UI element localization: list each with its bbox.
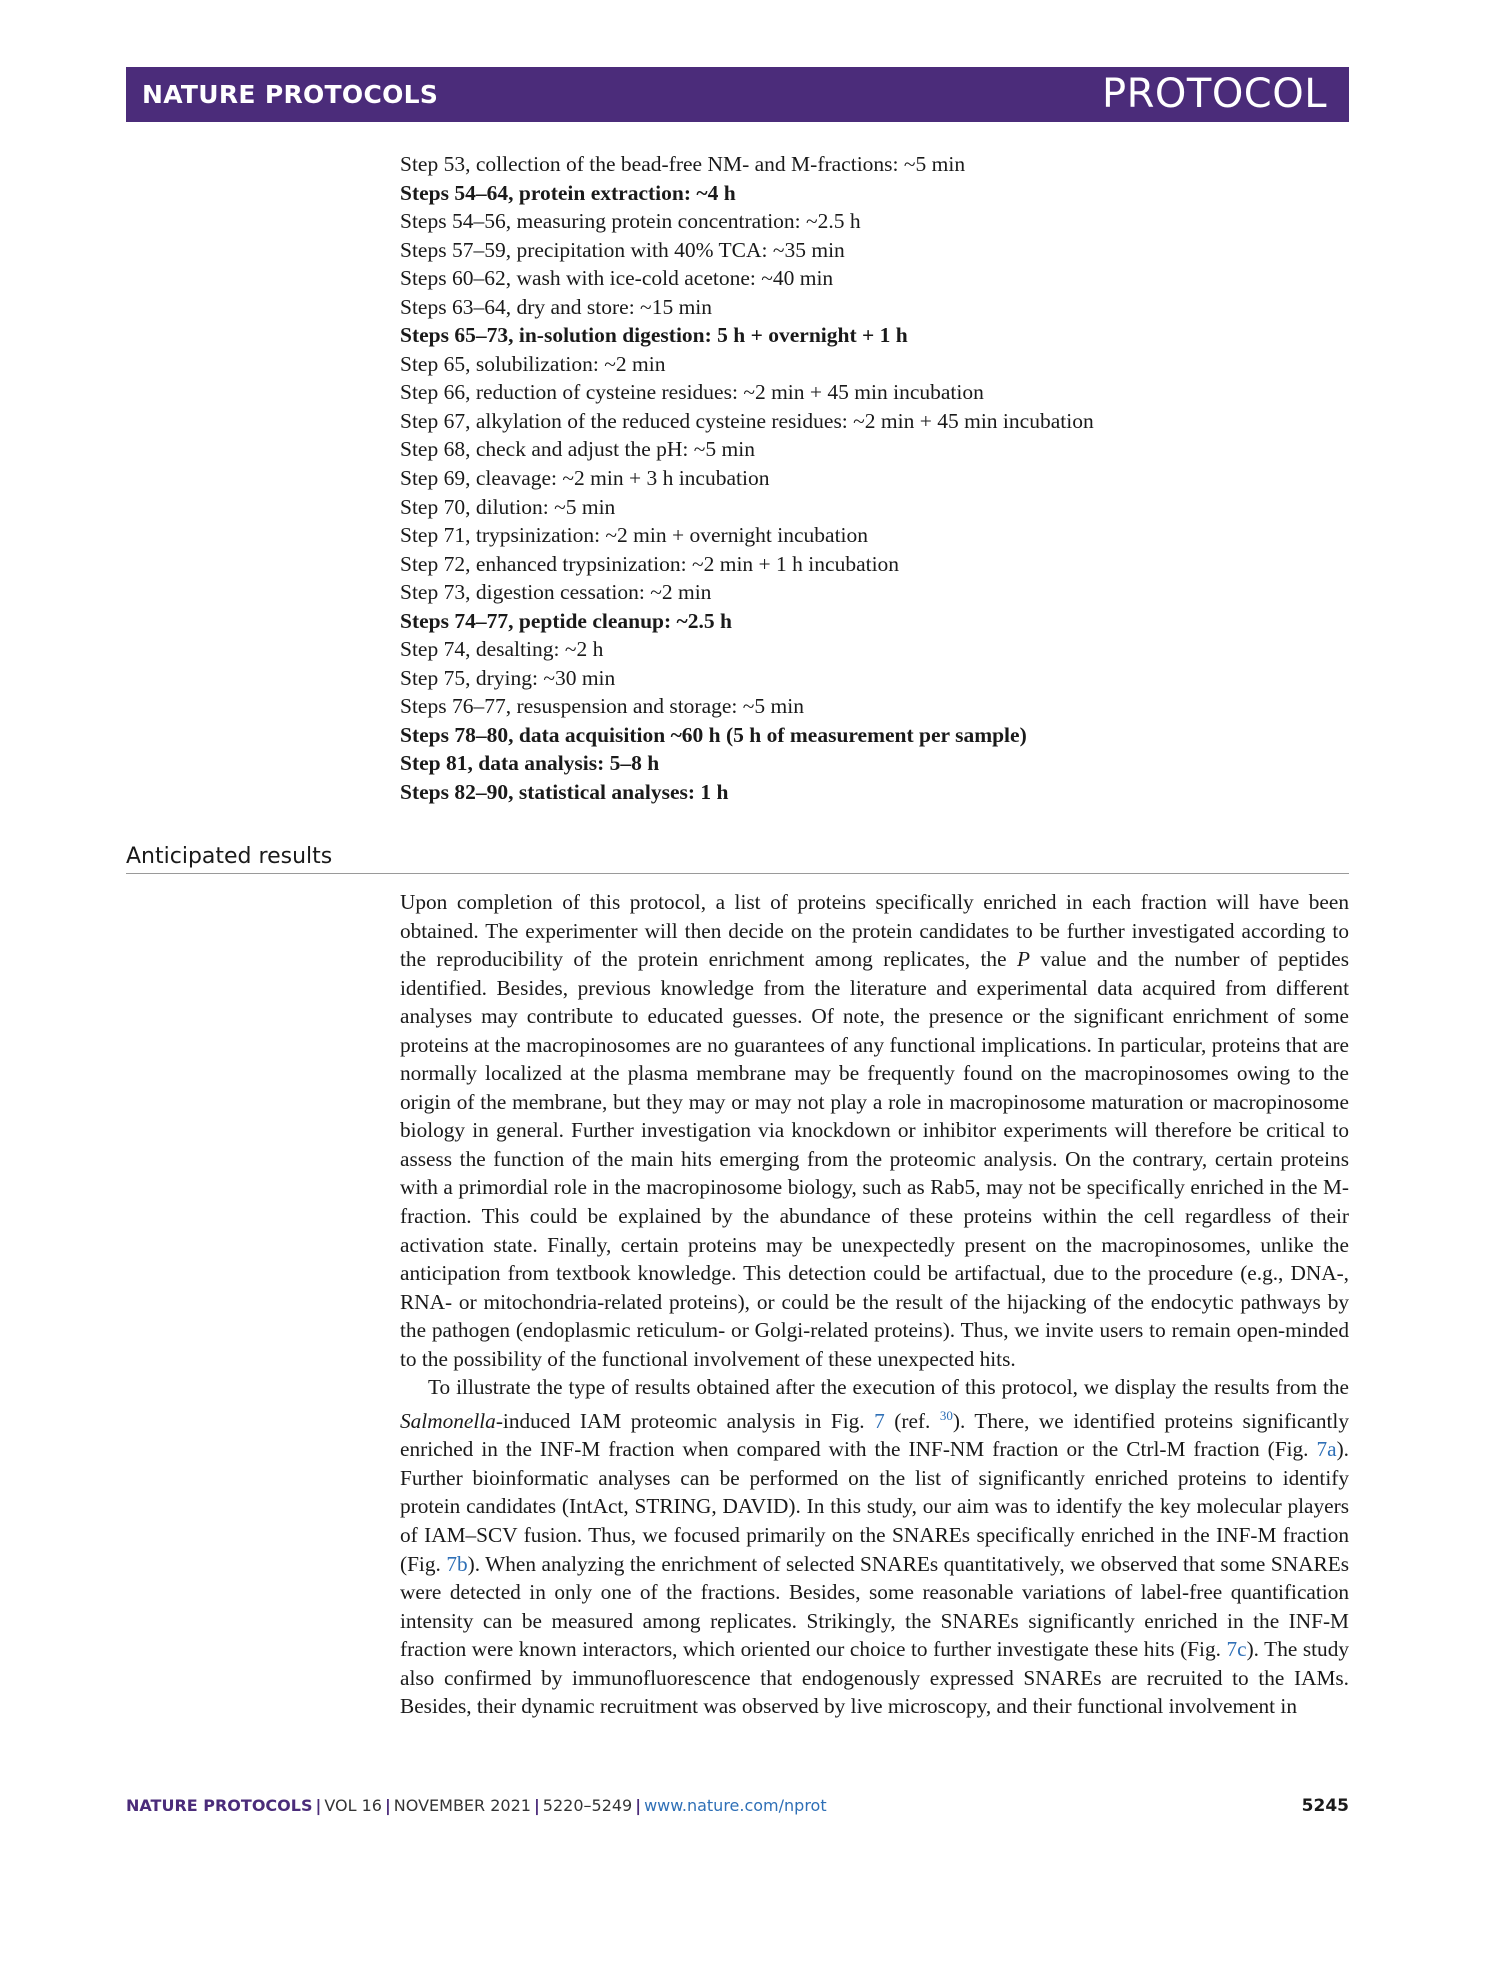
anticipated-results-body <box>400 888 1349 1721</box>
text-run: (ref. <box>884 1408 940 1433</box>
timing-steps-list <box>400 150 1320 807</box>
footer-pages: 5220–5249 <box>542 1796 633 1815</box>
timing-step: Step 69, cleavage: ~2 min + 3 h incubation <box>400 466 770 491</box>
timing-step: Steps 76–77, resuspension and storage: ~5 min <box>400 694 804 719</box>
timing-step: Step 70, dilution: ~5 min <box>400 494 616 519</box>
text-run: ). When analyzing the enrichment of selected SNAREs quantitatively, we observed that some SNAREs were detected in only one of the fractions. Besides, some reasonable variations of label-free quantification intensity can be measured among replicates. Strikingly, the SNAREs significantly enriched in the INF-M fraction were known interactors, which oriented our choice to further investigate these hits (Fig. <box>400 1551 1349 1662</box>
reference-link-30[interactable]: 30 <box>939 1407 953 1423</box>
text-run: -induced IAM proteomic analysis in Fig. <box>495 1408 875 1433</box>
paragraph-2 <box>400 1373 1349 1721</box>
figure-link-7a[interactable]: 7a <box>1316 1437 1337 1462</box>
figure-link-7b[interactable]: 7b <box>446 1551 468 1576</box>
timing-step-heading: Step 81, data analysis: 5–8 h <box>400 751 660 776</box>
species-name: Salmonella <box>400 1408 496 1433</box>
timing-step: Step 71, trypsinization: ~2 min + overnight incubation <box>400 523 869 548</box>
text-run: ). There, we identified proteins significantly enriched in the INF-M fraction when compared with the INF-NM fraction or the Ctrl-M fraction (Fig. <box>400 1408 1349 1462</box>
footer-volume: VOL 16 <box>324 1796 382 1815</box>
article-type: PROTOCOL <box>1101 71 1327 117</box>
timing-step: Step 66, reduction of cysteine residues: ~2 min + 45 min incubation <box>400 380 984 405</box>
timing-step: Step 73, digestion cessation: ~2 min <box>400 580 712 605</box>
text-run: ). Further bioinformatic analyses can be performed on the list of significantly enriched proteins to identify protein candidates (IntAct, STRING, DAVID). In this study, our aim was to identify the key molecular players of IAM–SCV fusion. Thus, we focused primarily on the SNAREs specifically enriched in the INF-M fraction (Fig. <box>400 1437 1349 1576</box>
timing-step-heading: Steps 65–73, in-solution digestion: 5 h + overnight + 1 h <box>400 323 908 348</box>
timing-step: Steps 54–56, measuring protein concentration: ~2.5 h <box>400 209 861 234</box>
text-run: To illustrate the type of results obtained after the execution of this protocol, we display the results from the <box>428 1375 1349 1400</box>
journal-header-bar <box>126 67 1349 122</box>
text-run: ). The study also confirmed by immunofluorescence that endogenously expressed SNAREs are recruited to the IAMs. Besides, their dynamic recruitment was observed by live microscopy, and their functional involvement in <box>400 1637 1349 1719</box>
page-number: 5245 <box>1301 1796 1349 1816</box>
timing-step-heading: Steps 54–64, protein extraction: ~4 h <box>400 180 736 205</box>
figure-link-7c[interactable]: 7c <box>1226 1637 1247 1662</box>
figure-link-7[interactable]: 7 <box>874 1408 885 1433</box>
timing-step: Steps 57–59, precipitation with 40% TCA: ~35 min <box>400 237 845 262</box>
footer-journal: NATURE PROTOCOLS <box>126 1796 313 1815</box>
paragraph-1: Upon completion of this protocol, a list of proteins specifically enriched in each fraction will have been obtained. The experimenter will then decide on the protein candidates to be further investigated according to the reproducibility of the protein enrichment among replicates, the P value and the number of peptides identified. Besides, previous knowledge from the literature and experimental data acquired from different analyses may contribute to educated guesses. Of note, the presence or the significant enrichment of some proteins at the macropinosomes are no guarantees of any functional implications. In particular, proteins that are normally localized at the plasma membrane may be frequently found on the macropinosomes owing to the origin of the membrane, but they may or may not play a role in macropinosome maturation or macropinosome biology in general. Further investigation via knockdown or inhibitor experiments will therefore be critical to assess the function of the main hits emerging from the proteomic analysis. On the contrary, certain proteins with a primordial role in the macropinosome biology, such as Rab5, may not be specifically enriched in the M-fraction. This could be explained by the abundance of these proteins within the cell regardless of their activation state. Finally, certain proteins may be unexpectedly present on the macropinosomes, unlike the anticipation from textbook knowledge. This detection could be artifactual, due to the procedure (e.g., DNA-, RNA- or mitochondria-related proteins), or could be the result of the hijacking of the endocytic pathways by the pathogen (endoplasmic reticulum- or Golgi-related proteins). Thus, we invite users to remain open-minded to the possibility of the functional involvement of these unexpected hits. <box>400 890 1349 1371</box>
timing-step: Step 75, drying: ~30 min <box>400 665 616 690</box>
timing-step: Step 65, solubilization: ~2 min <box>400 351 666 376</box>
timing-step: Step 53, collection of the bead-free NM- and M-fractions: ~5 min <box>400 152 966 176</box>
section-divider <box>126 873 1349 874</box>
timing-step-heading: Steps 78–80, data acquisition ~60 h (5 h of measurement per sample) <box>400 722 1027 747</box>
timing-step-heading: Steps 82–90, statistical analyses: 1 h <box>400 780 729 805</box>
timing-step: Step 67, alkylation of the reduced cysteine residues: ~2 min + 45 min incubation <box>400 408 1094 433</box>
timing-step: Steps 63–64, dry and store: ~15 min <box>400 294 713 319</box>
timing-step: Steps 60–62, wash with ice-cold acetone: ~40 min <box>400 266 834 291</box>
journal-name: NATURE PROTOCOLS <box>142 80 439 109</box>
timing-step: Step 72, enhanced trypsinization: ~2 min + 1 h incubation <box>400 551 900 576</box>
footer-url[interactable]: www.nature.com/nprot <box>644 1796 827 1815</box>
timing-step: Step 68, check and adjust the pH: ~5 min <box>400 437 755 462</box>
footer-date: NOVEMBER 2021 <box>393 1796 531 1815</box>
page-footer: NATURE PROTOCOLS | VOL 16 | NOVEMBER 2021 | 5220–5249 | www.nature.com/nprot 5245 <box>126 1796 1349 1816</box>
section-heading: Anticipated results <box>126 844 333 869</box>
timing-step-heading: Steps 74–77, peptide cleanup: ~2.5 h <box>400 608 732 633</box>
timing-step: Step 74, desalting: ~2 h <box>400 637 604 662</box>
